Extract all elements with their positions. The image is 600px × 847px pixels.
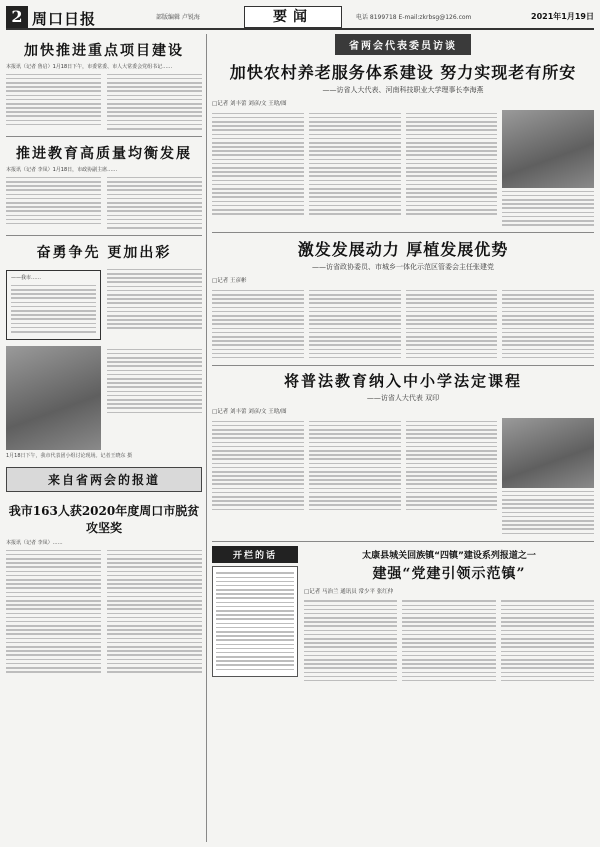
- story-byline: □记者 王彦彬: [212, 278, 247, 285]
- portrait-photo: [502, 110, 594, 188]
- story-body: [304, 598, 594, 684]
- story-byline: □记者 刘丰蕾 刘彦/文 王晗/图: [212, 101, 287, 107]
- section-tag: 省两会代表委员访谈: [335, 34, 471, 55]
- article-title: 我市163人获2020年度周口市脱贫攻坚奖: [8, 504, 200, 536]
- story-subtitle: ——访省政协委员、市城乡一体化示范区管委会主任张建党: [312, 263, 494, 272]
- section-title: 要闻: [244, 6, 342, 28]
- article-title: 加快推进重点项目建设: [24, 43, 184, 59]
- divider: [6, 136, 202, 137]
- article-body: [6, 174, 202, 231]
- intro-text: ——我市……: [11, 275, 42, 282]
- series-title: 太康县城关回族镇“四镇”建设系列报道之一: [362, 550, 536, 561]
- article-body: [6, 71, 202, 132]
- article-body: [6, 266, 202, 344]
- article-byline: 本报讯（记者 李凤）……: [6, 540, 63, 547]
- paper-name: 周口日报: [32, 10, 97, 28]
- series-story: [304, 546, 594, 684]
- divider: [212, 541, 594, 542]
- tag-bar: [212, 34, 594, 54]
- story-subtitle: ——访省人大代表、河南科技职业大学理事长李海燕: [322, 86, 484, 94]
- story-title: 将普法教育纳入中小学法定课程: [283, 372, 522, 391]
- story-title: 加快农村养老服务体系建设 努力实现老有所安: [229, 63, 577, 82]
- article-byline: 本报讯（记者 鲁启）1月18日下午，市委常委、市人大常委会党组书记……: [6, 64, 173, 70]
- right-column: [212, 34, 594, 684]
- story-subtitle: ——访省人大代表 双印: [366, 394, 440, 403]
- left-column: [6, 34, 202, 675]
- divider: [6, 235, 202, 236]
- section-banner: 来自省两会的报道: [6, 467, 202, 492]
- issue-date: 2021年1月19日: [531, 12, 594, 21]
- opening-note-tag: 开栏的话: [212, 546, 298, 563]
- story-body: [212, 418, 594, 537]
- meta-contact: 电话 8199718 E-mail:zkrbsg@126.com: [356, 14, 472, 21]
- article-title: 奋勇争先 更加出彩: [36, 245, 172, 262]
- photo-caption: 1月18日下午，我市代表团小组讨论现场。记者王晓东 摄: [6, 453, 133, 460]
- column-divider: [206, 34, 207, 842]
- news-photo: [6, 346, 101, 450]
- story-byline: □记者 刘丰蕾 刘彦/文 王晗/图: [212, 409, 287, 416]
- photo-row: [6, 346, 202, 450]
- opening-note-body: [212, 566, 298, 677]
- story-byline: □记者 马治兰 通讯员 常少平 张红仲: [304, 588, 394, 595]
- story-body: [212, 110, 594, 228]
- page-number: 2: [6, 6, 28, 28]
- article-title: 推进教育高质量均衡发展: [16, 146, 192, 163]
- intro-box: [6, 270, 101, 340]
- opening-note: [212, 546, 298, 684]
- masthead: [6, 6, 594, 30]
- divider: [212, 365, 594, 366]
- meta-editor: 部版编辑 卢锐海: [156, 14, 200, 21]
- divider: [212, 232, 594, 233]
- portrait-photo: [502, 418, 594, 488]
- article-byline: 本报讯（记者 李凤）1月18日，市政协副主席……: [6, 167, 118, 174]
- bottom-stories: [212, 546, 594, 684]
- story-title: 激发发展动力 厚植发展优势: [297, 240, 509, 260]
- article-body: [6, 547, 202, 675]
- story-body: [212, 287, 594, 361]
- story-title: 建强“党建引领示范镇”: [372, 565, 526, 582]
